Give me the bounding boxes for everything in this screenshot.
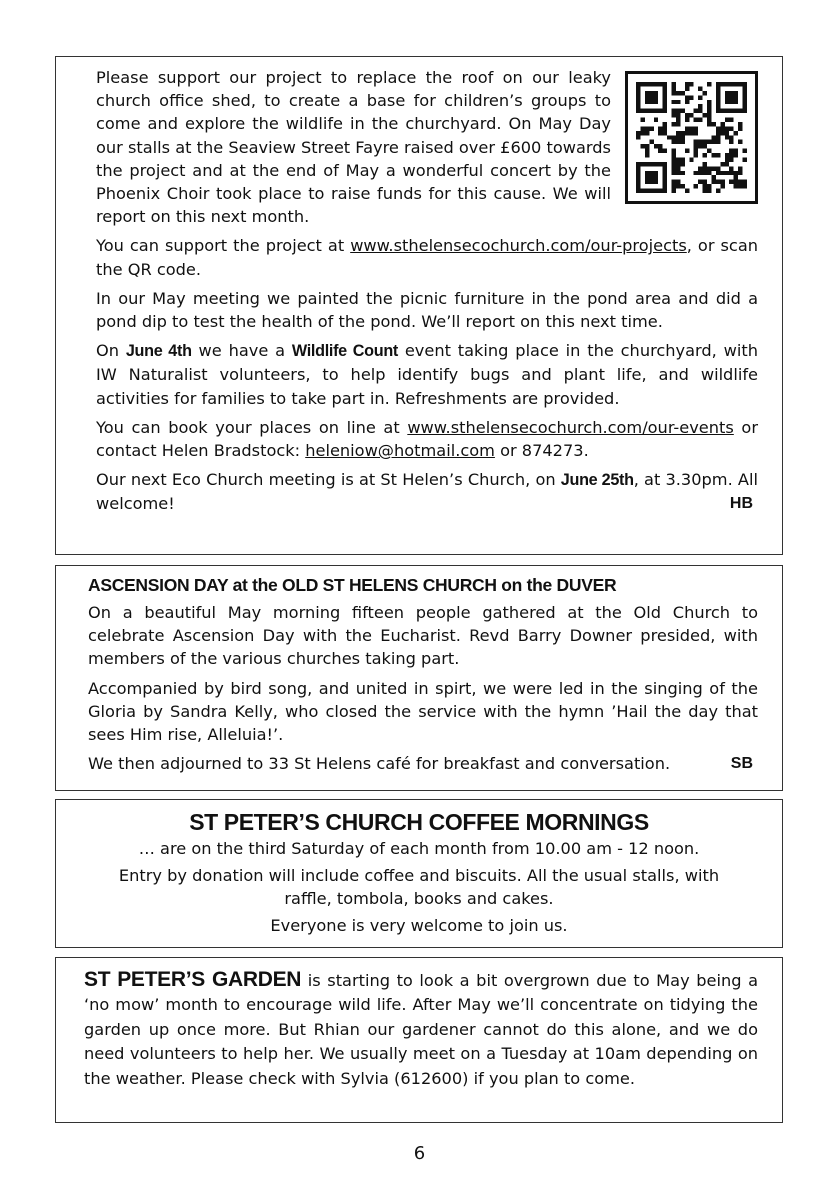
eco-p5-text-end: or 874273. (494, 441, 589, 461)
eco-p5-text-mid: or contact Helen Bradstock: (96, 417, 758, 461)
ascension-paragraph-3 (88, 752, 758, 775)
qr-code[interactable] (625, 71, 758, 204)
ascension-paragraph-1: On a beautiful May morning fifteen people gathered at the Old Church to celebrate Ascension Day with the Eucharist. Revd Barry Downer presided, with members of the various churches taking part. (88, 603, 758, 669)
eco-paragraph-4 (96, 339, 758, 410)
eco-church-article (55, 56, 783, 555)
garden-notice (55, 957, 783, 1123)
garden-text: is starting to look a bit overgrown due to May being a ‘no mow’ month to encourage wild life. After May we’ll concentrate on tidying the garden up once more. But Rhian our gardener cannot do this alone, and we do need volunteers to help her. We usually meet on a Tuesday at 10am depending on the weather. Please check with Sylvia (612600) if you plan to come. (84, 971, 759, 1088)
eco-paragraph-6 (96, 468, 758, 515)
ascension-paragraph-2: Accompanied by bird song, and united in spirt, we were led in the singing of the Gloria by Sandra Kelly, who closed the service with the hymn ’Hail the day that sees Him rise, Alleluia!’. (88, 678, 758, 745)
eco-p5-text: You can book your places on line at (96, 417, 408, 437)
ascension-p3-text: We then adjourned to 33 St Helens café for breakfast and conversation. (88, 754, 671, 774)
events-link[interactable]: www.sthelensecochurch.com/our-events (407, 417, 734, 437)
eco-p6-text-end: , at 3.30pm. All welcome! (96, 470, 758, 514)
ascension-day-article (55, 565, 783, 791)
coffee-line-1: … are on the third Saturday of each month from 10.00 am - 12 noon. (138, 839, 700, 858)
garden-paragraph (84, 968, 758, 1091)
coffee-line-2: Entry by donation will include coffee and biscuits. All the usual stalls, with raffle, tombola, books and cakes. (118, 866, 720, 908)
projects-link[interactable]: www.sthelensecochurch.com/our-projects (350, 236, 687, 256)
eco-p4-text-end: event taking place in the churchyard, with IW Naturalist volunteers, to help identify bugs and plant life, and wildlife activities for families to take part in. Refreshments are provided. (96, 341, 759, 408)
coffee-mornings-notice (55, 799, 783, 948)
eco-paragraph-5 (96, 416, 758, 462)
coffee-line-3: Everyone is very welcome to join us. (270, 916, 568, 935)
eco-p2-text-end: , or scan the QR code. (96, 236, 758, 279)
signature-hb: HB (729, 495, 753, 513)
email-link[interactable]: heleniow@hotmail.com (305, 441, 495, 461)
garden-lead: ST PETER’S GARDEN (84, 968, 302, 991)
qr-code-icon (636, 82, 747, 193)
eco-p4-text: On (96, 341, 126, 361)
eco-p6-text: Our next Eco Church meeting is at St Helen’s Church, on (96, 470, 561, 490)
event-name: Wildlife Count (291, 342, 399, 361)
meeting-date: June 25th (560, 471, 634, 490)
ascension-title: ASCENSION DAY at the OLD ST HELENS CHURCH on the DUVER (88, 575, 617, 595)
coffee-title: ST PETER’S CHURCH COFFEE MORNINGS (189, 809, 649, 835)
eco-paragraph-2 (96, 234, 758, 280)
page-number: 6 (413, 1143, 426, 1164)
eco-paragraph-3: In our May meeting we painted the picnic furniture in the pond area and did a pond dip to test the health of the pond. We’ll report on this next time. (96, 288, 758, 332)
event-date: June 4th (125, 342, 192, 361)
eco-p2-text: You can support the project at (96, 236, 351, 256)
signature-sb: SB (730, 755, 753, 773)
eco-p4-text-mid: we have a (191, 341, 292, 361)
eco-paragraph-1: Please support our project to replace the roof on our leaky church office shed, to create a base for children’s groups to come and explore the wildlife in the churchyard. On May Day our stalls at the Seaview Street Fayre raised over £600 towards the project and at the end of May a wonderful concert by the Phoenix Choir took place to raise funds for this cause. We will report on this next month. (96, 68, 611, 227)
